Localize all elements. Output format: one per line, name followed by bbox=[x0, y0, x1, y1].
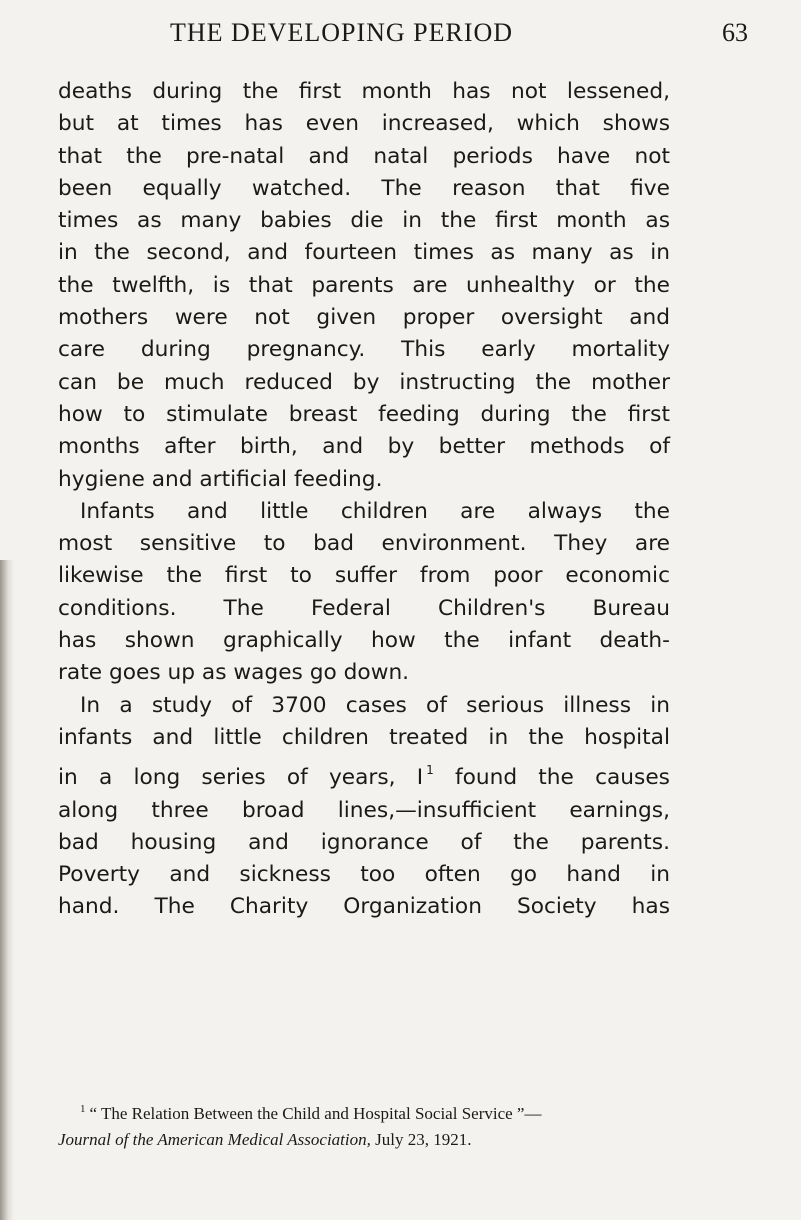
text-line: bad housing and ignorance of the parents. bbox=[58, 829, 670, 855]
text-line: In a study of 3700 cases of serious illness in bbox=[80, 692, 670, 718]
text-line: most sensitive to bad environment. They are bbox=[58, 531, 670, 557]
spine-shadow bbox=[0, 560, 14, 1220]
body-text bbox=[58, 76, 670, 924]
text-line: but at times has even increased, which shows bbox=[58, 111, 670, 137]
text-line: can be much reduced by instructing the mother bbox=[58, 369, 670, 395]
text-line: times as many babies die in the first month as bbox=[58, 208, 670, 234]
footnote-marker: 1 bbox=[80, 1103, 86, 1115]
text-line: months after birth, and by better methods of bbox=[58, 434, 670, 460]
footnote-reference: 1 bbox=[426, 763, 434, 778]
text-line: hand. The Charity Organization Society has bbox=[58, 894, 670, 920]
text-line: Infants and little children are always the bbox=[80, 498, 670, 524]
text-line: has shown graphically how the infant death- bbox=[58, 628, 670, 654]
text-line: that the pre-natal and natal periods have not bbox=[58, 143, 670, 169]
text-line: mothers were not given proper oversight and bbox=[58, 305, 670, 331]
text-line: the twelfth, is that parents are unhealthy or the bbox=[58, 272, 670, 298]
footnote bbox=[58, 1096, 670, 1153]
footnote-line bbox=[58, 1127, 670, 1153]
text-line: along three broad lines,—insufficient earnings, bbox=[58, 797, 670, 823]
text-line: how to stimulate breast feeding during the first bbox=[58, 401, 670, 427]
page-header bbox=[58, 18, 748, 58]
text-line-with-footnote bbox=[58, 754, 670, 794]
footnote-line bbox=[58, 1096, 670, 1127]
text-line: conditions. The Federal Children's Bureau bbox=[58, 595, 670, 621]
text-line: infants and little children treated in the hospital bbox=[58, 724, 670, 750]
text-line: deaths during the first month has not lessened, bbox=[58, 79, 670, 104]
text-segment: found the causes bbox=[454, 765, 670, 791]
footnote-date: July 23, 1921. bbox=[375, 1130, 472, 1149]
text-line: in the second, and fourteen times as many as in bbox=[58, 240, 670, 266]
text-line: likewise the first to suffer from poor economic bbox=[58, 563, 670, 589]
footnote-text: “ The Relation Between the Child and Hospital Social Service ”— bbox=[89, 1104, 542, 1123]
footnote-journal: Journal of the American Medical Association, bbox=[58, 1130, 371, 1149]
text-segment: in a long series of years, I bbox=[58, 765, 424, 791]
text-line: care during pregnancy. This early mortality bbox=[58, 337, 670, 363]
text-line: hygiene and artificial feeding. bbox=[58, 466, 383, 492]
text-line: rate goes up as wages go down. bbox=[58, 660, 410, 686]
text-line: been equally watched. The reason that five bbox=[58, 175, 670, 201]
running-head: THE DEVELOPING PERIOD bbox=[170, 18, 514, 47]
page-number: 63 bbox=[722, 18, 748, 47]
text-line: Poverty and sickness too often go hand in bbox=[58, 862, 670, 888]
